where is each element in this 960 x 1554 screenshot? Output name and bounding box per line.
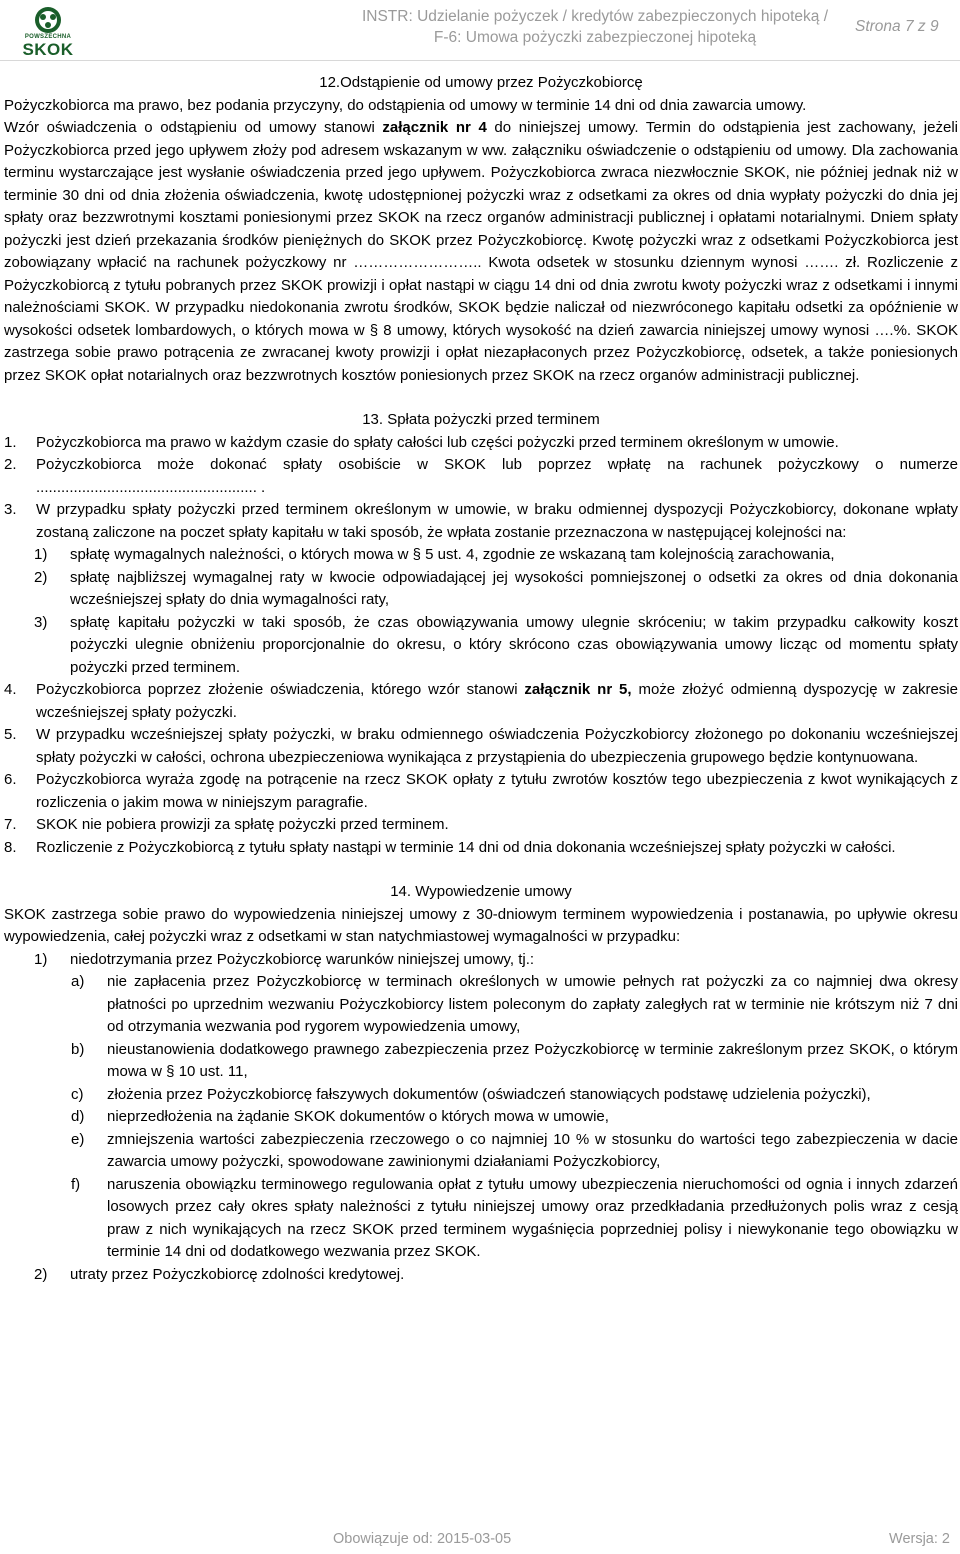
letter-list-item <box>4 1129 958 1174</box>
item-text: naruszenia obowiązku terminowego regulowania opłat z tytułu umowy ubezpieczenia nieruchomości od ognia i innych zdarzeń losowych przez cały okres spłaty należności z tytułu niniejszej umowy oraz przedkładania przedłużonych polis wraz z cesją praw z nich wynikających na rzecz SKOK przed terminem wygaśnięcia poprzedniej polisy i niewykonanie tego obowiązku w terminie 14 dni od dodatkowego wezwania przez SKOK. <box>107 1175 958 1260</box>
item-text: spłatę kapitału pożyczki w taki sposób, że czas obowiązywania umowy ulegnie skróceniu; w takim przypadku całkowity koszt pożyczki ulegnie obniżeniu proporcjonalnie do okresu, o który skrócono czas obowiązywania umowy licząc od momentu spłaty pożyczki przed terminem. <box>70 613 958 676</box>
list-item <box>4 499 958 544</box>
list-item <box>4 724 958 769</box>
letter-list-item <box>4 1106 958 1129</box>
item-text: utraty przez Pożyczkobiorcę zdolności kredytowej. <box>70 1265 405 1283</box>
item-number: 1) <box>34 950 48 968</box>
text-run: Pożyczkobiorca poprzez złożenie oświadczenia, którego wzór stanowi <box>36 681 525 698</box>
item-letter: b) <box>71 1040 85 1058</box>
item-text: Pożyczkobiorca wyraża zgodę na potrącenie na rzecz SKOK opłaty z tytułu zwrotów kosztów tego ubezpieczenia z kwot wynikających z rozliczenia o jakim mowa w niniejszym paragrafie. <box>36 771 958 811</box>
sub-list-item <box>4 567 958 612</box>
list-item <box>4 837 958 860</box>
letter-list-item <box>4 1084 958 1107</box>
item-letter: d) <box>71 1108 85 1125</box>
item-number: 3) <box>34 613 48 631</box>
document-body <box>4 72 958 1286</box>
section-14-intro: SKOK zastrzega sobie prawo do wypowiedzenia niniejszej umowy z 30-dniowym terminem wypowiedzenia i postanawia, po upływie okresu wypowiedzenia, całej pożyczki wraz z odsetkami w stan natychmiastowej wymagalności w przypadku: <box>4 905 958 945</box>
document-title <box>356 6 834 48</box>
item-number: 1) <box>34 546 48 563</box>
list-item <box>4 814 958 837</box>
item-number: 2. <box>4 456 17 473</box>
item-number: 3. <box>4 501 17 518</box>
item-number: 2) <box>34 1265 48 1283</box>
item-letter: e) <box>71 1130 85 1148</box>
item-number: 5. <box>4 726 17 743</box>
item-text: Pożyczkobiorca może dokonać spłaty osobiście w SKOK lub poprzez wpłatę na rachunek pożyczkowy o numerze ..................................................... . <box>36 456 958 496</box>
item-number: 1. <box>4 433 17 451</box>
item-text: nie zapłacenia przez Pożyczkobiorcę w terminach określonych w umowie pełnych rat pożyczki za co najmniej dwa okresy płatności po uprzednim wezwaniu Pożyczkobiorcy listem poleconym do zapłaty zaległych rat w terminie nie krótszym niż 7 dni od otrzymania wezwania pod rygorem wypowiedzenia umowy, <box>107 973 958 1035</box>
item-text: nieustanowienia dodatkowego prawnego zabezpieczenia przez Pożyczkobiorcę w terminie zakreślonym przez SKOK, o którym mowa w § 10 ust. 11, <box>107 1040 958 1080</box>
page-number: Strona 7 z 9 <box>855 18 939 35</box>
list-item <box>4 432 958 455</box>
text-run: może złożyć odmienną dyspozycję w zakresie wcześniejszej spłaty pożyczki. <box>36 681 958 721</box>
sub-list-item <box>4 1264 958 1287</box>
letter-list-item <box>4 1039 958 1084</box>
sub-list-item <box>4 612 958 680</box>
item-text: niedotrzymania przez Pożyczkobiorcę warunków niniejszej umowy, tj.: <box>70 950 535 968</box>
section-12-paragraph-1: Pożyczkobiorca ma prawo, bez podania przyczyny, do odstąpienia od umowy w terminie 14 dni od dnia zawarcia umowy. <box>4 96 807 114</box>
text-run: Wzór oświadczenia o odstąpieniu od umowy stanowi <box>4 119 383 136</box>
attachment-5-reference: załącznik nr 5, <box>524 681 632 698</box>
item-text: spłatę najbliższej wymagalnej raty w kwocie odpowiadającej jej wysokości pomniejszonej o odsetki za okres od dnia dokonania wcześniejszej spłaty do dnia wymagalności raty, <box>70 568 958 608</box>
list-item <box>4 769 958 814</box>
item-letter: f) <box>71 1175 81 1193</box>
list-item <box>4 454 958 499</box>
letter-list-item <box>4 1174 958 1264</box>
sub-list-item <box>4 949 958 972</box>
item-letter: a) <box>71 973 85 990</box>
letter-list-item <box>4 971 958 1039</box>
item-text: Rozliczenie z Pożyczkobiorcą z tytułu spłaty nastąpi w terminie 14 dni od dnia dokonania wcześniejszej spłaty pożyczki w całości. <box>36 838 896 856</box>
item-text: W przypadku wcześniejszej spłaty pożyczki, w braku odmiennego oświadczenia Pożyczkobiorcy złożonego po dokonaniu wcześniejszej spłaty pożyczki w całości, ochrona ubezpieczeniowa wynikająca z przystąpienia do ubezpieczenia grupowego będzie kontynuowana. <box>36 726 958 766</box>
item-letter: c) <box>71 1085 84 1103</box>
skok-logo <box>12 6 90 58</box>
sub-list-item <box>4 544 958 567</box>
item-text: spłatę wymagalnych należności, o których mowa w § 5 ust. 4, zgodnie ze wskazaną tam kolejnością zarachowania, <box>70 546 835 563</box>
page-footer <box>0 1525 960 1554</box>
logo-word: SKOK <box>22 40 74 59</box>
item-text: zmniejszenia wartości zabezpieczenia rzeczowego o co najmniej 10 % w stosunku do wartości tego zabezpieczenia w dacie zawarcia umowy pożyczki, spowodowane zawinionymi działaniami Pożyczkobiorcy, <box>107 1130 958 1170</box>
section-14-heading: 14. Wypowiedzenie umowy <box>390 883 572 900</box>
item-number: 6. <box>4 771 17 788</box>
item-text: Pożyczkobiorca ma prawo w każdym czasie do spłaty całości lub części pożyczki przed terminem określonym w umowie. <box>36 433 839 451</box>
item-number: 2) <box>34 568 48 586</box>
item-text: złożenia przez Pożyczkobiorcę fałszywych dokumentów (oświadczeń stanowiących podstawę udzielenia pożyczki), <box>107 1085 871 1103</box>
item-number: 8. <box>4 838 17 856</box>
section-13-heading: 13. Spłata pożyczki przed terminem <box>362 411 600 428</box>
item-number: 4. <box>4 681 17 698</box>
document-title-line-2: F-6: Umowa pożyczki zabezpieczonej hipoteką <box>433 29 757 46</box>
text-run: do niniejszej umowy. Termin do odstąpienia jest zachowany, jeżeli Pożyczkobiorca przed jego upływem złoży pod adresem wskazanym w ww. załączniku oświadczenie o odstąpieniu od umowy. Dla zachowania terminu wystarczające jest wysłanie oświadczenia przed jego upływem. Pożyczkobiorca zwraca niezwłocznie SKOK, nie później jednak niż w terminie 30 dni od dnia złożenia oświadczenia, kwotę udostępnionej pożyczki wraz z odsetkami za okres od dnia wypłaty pożyczki do dnia jej spłaty oraz bezzwrotnymi kosztami poniesionymi przez SKOK na rzecz organów administracji publicznej i opłatami notarialnymi. Dniem spłaty pożyczki jest dzień przekazania środków pieniężnych do SKOK przez Pożyczkobiorcę. Kwotę pożyczki wraz z odsetkami Pożyczkobiorca jest zobowiązany wpłacić na rachunek pożyczkowy nr …………………….. Kwota odsetek w stosunku dziennym wynosi ……. zł. Rozliczenie z Pożyczkobiorcą z tytułu pobranych przez SKOK prowizji i opłat nastąpi w ciągu 14 dni od dnia zwrotu kwoty pożyczki wraz z odsetkami i innymi należnościami SKOK. W przypadku niedokonania zwrotu środków, SKOK będzie naliczał od niezwróconego kapitału odsetki za opóźnienie w wysokości odsetek lombardowych, o których mowa w § 8 umowy, których wysokość na dzień zawarcia niniejszej umowy wynosi ….%. SKOK zastrzega sobie prawo potrącenia ze zwracanej kwoty prowizji i opłat niezapłaconych przez Pożyczkobiorcę, odsetek, a także poniesionych przez SKOK opłat notarialnych oraz bezzwrotnych kosztów poniesionych przez SKOK na rzecz organów administracji publicznej. <box>4 119 958 384</box>
logo-emblem-icon <box>12 6 84 36</box>
item-number: 7. <box>4 816 17 833</box>
logo-top-text: POWSZECHNA <box>24 34 72 40</box>
item-text: SKOK nie pobiera prowizji za spłatę pożyczki przed terminem. <box>36 816 449 833</box>
list-item <box>4 679 958 724</box>
version-label: Wersja: 2 <box>889 1531 950 1547</box>
attachment-4-reference: załącznik nr 4 <box>382 119 487 136</box>
section-12-heading: 12.Odstąpienie od umowy przez Pożyczkobiorcę <box>319 74 643 91</box>
document-title-line-1: INSTR: Udzielanie pożyczek / kredytów zabezpieczonych hipoteką / <box>361 8 829 25</box>
item-text: nieprzedłożenia na żądanie SKOK dokumentów o których mowa w umowie, <box>107 1108 609 1125</box>
page-header <box>0 0 960 62</box>
header-divider <box>0 60 960 61</box>
item-text: W przypadku spłaty pożyczki przed terminem określonym w umowie, w braku odmiennej dyspozycji Pożyczkobiorcy, dokonane wpłaty zostaną zaliczone na poczet spłaty kapitału w taki sposób, że wpłata zostanie przeznaczona w następującej kolejności na: <box>36 501 958 541</box>
effective-date: Obowiązuje od: 2015-03-05 <box>333 1531 512 1547</box>
section-12-paragraph-2 <box>4 117 958 387</box>
